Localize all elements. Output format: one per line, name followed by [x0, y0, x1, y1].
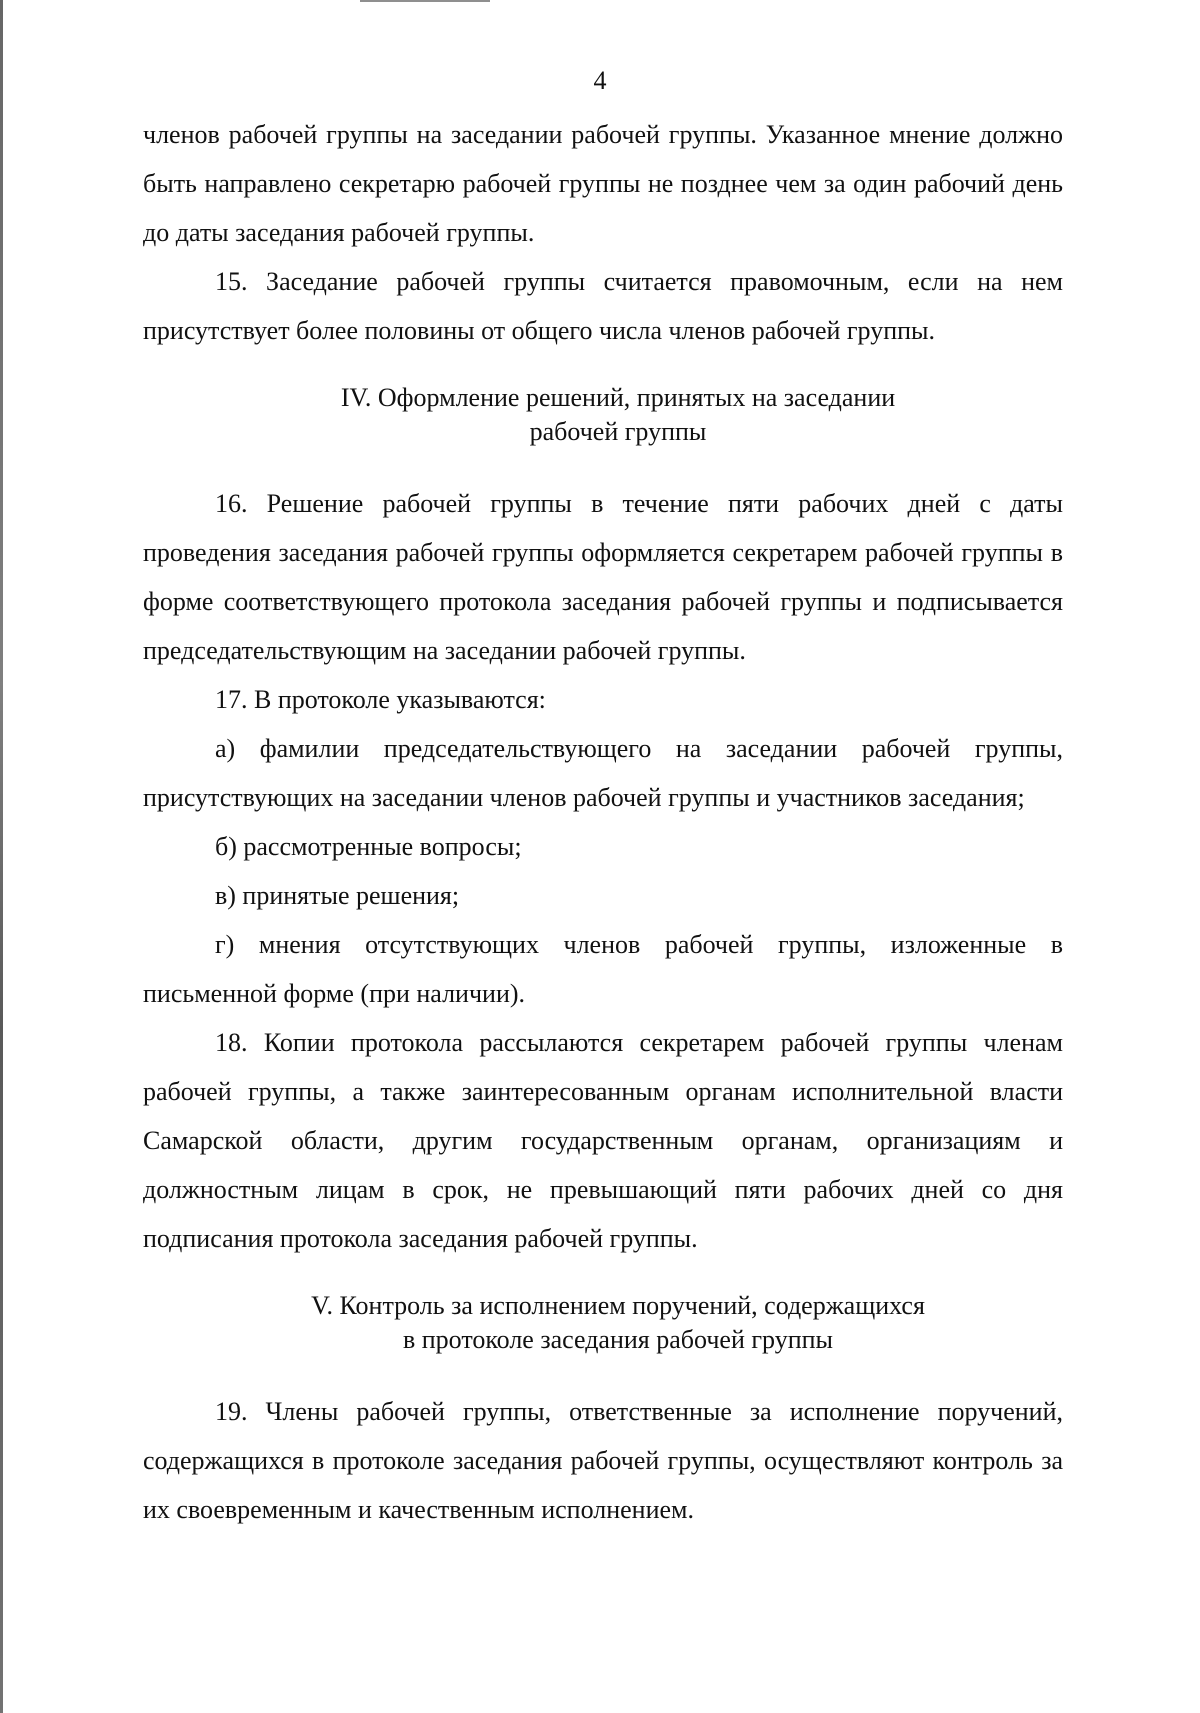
section-heading-v-line1: V. Контроль за исполнением поручений, содержащихся	[311, 1291, 925, 1320]
paragraph-18: 18. Копии протокола рассылаются секретарем рабочей группы членам рабочей группы, а также заинтересованным органам исполнительной власти Самарской области, другим государственным органам, организациям и должностным лицам в срок, не превышающий пяти рабочих дней со дня подписания протокола заседания рабочей группы.	[143, 1028, 1063, 1253]
paragraph-continuation: членов рабочей группы на заседании рабочей группы. Указанное мнение должно быть направлено секретарю рабочей группы не позднее чем за один рабочий день до даты заседания рабочей группы.	[143, 120, 1063, 247]
section-heading-iv	[143, 381, 1063, 449]
list-item-g: г) мнения отсутствующих членов рабочей группы, изложенные в письменной форме (при наличии).	[143, 930, 1063, 1008]
document-body	[143, 110, 1063, 1534]
section-heading-v-line2: в протоколе заседания рабочей группы	[402, 1325, 833, 1354]
list-item-v: в) принятые решения;	[215, 881, 460, 910]
list-item-a: а) фамилии председательствующего на заседании рабочей группы, присутствующих на заседании членов рабочей группы и участников заседания;	[143, 734, 1063, 812]
paragraph-15: 15. Заседание рабочей группы считается правомочным, если на нем присутствует более половины от общего числа членов рабочей группы.	[143, 267, 1063, 345]
scan-left-edge	[0, 0, 3, 1713]
paragraph-16: 16. Решение рабочей группы в течение пяти рабочих дней с даты проведения заседания рабочей группы оформляется секретарем рабочей группы в форме соответствующего протокола заседания рабочей группы и подписывается председательствующим на заседании рабочей группы.	[143, 489, 1063, 665]
scan-top-edge	[360, 0, 490, 2]
list-item-b: б) рассмотренные вопросы;	[215, 832, 522, 861]
page-number: 4	[593, 66, 607, 95]
section-heading-iv-line2: рабочей группы	[529, 417, 707, 446]
paragraph-17: 17. В протоколе указываются:	[215, 685, 546, 714]
section-heading-iv-line1: IV. Оформление решений, принятых на заседании	[340, 383, 896, 412]
section-heading-v	[143, 1289, 1063, 1357]
paragraph-19: 19. Члены рабочей группы, ответственные за исполнение поручений, содержащихся в протоколе заседания рабочей группы, осуществляют контроль за их своевременным и качественным исполнением.	[143, 1397, 1063, 1524]
